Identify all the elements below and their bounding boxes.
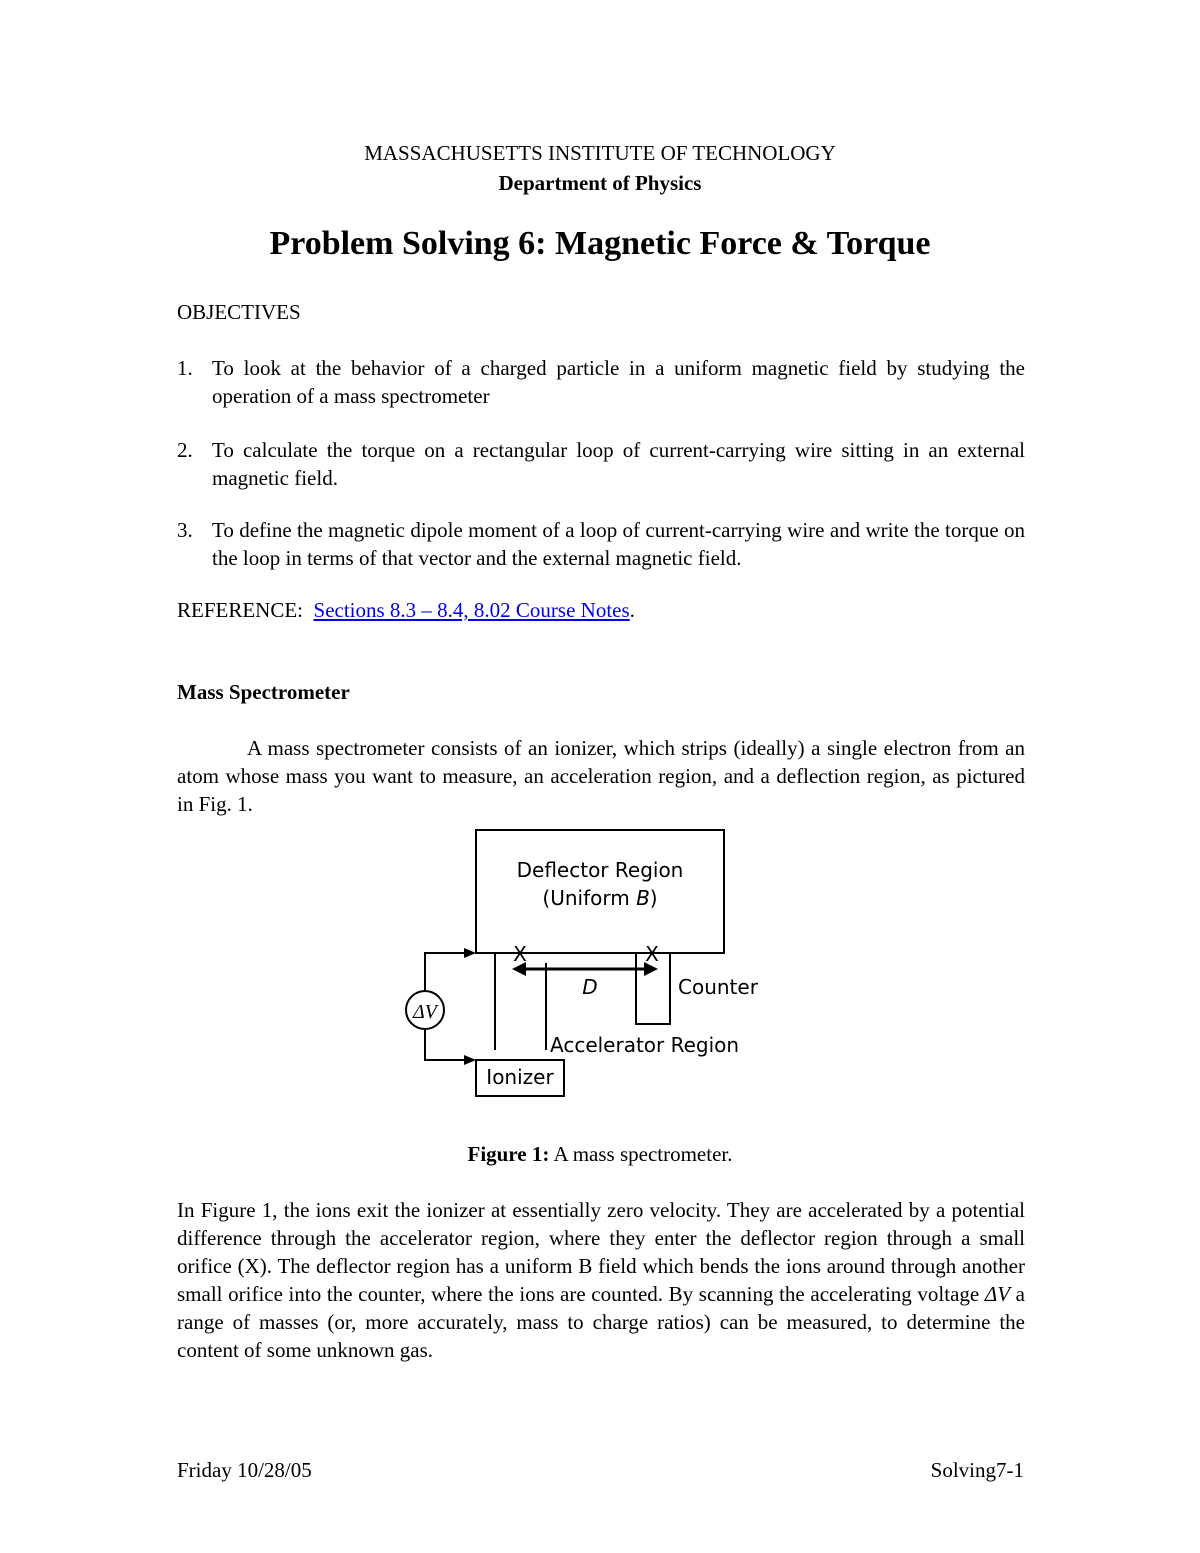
objective-item bbox=[177, 436, 1025, 492]
footer-page-label: Solving7-1 bbox=[930, 1458, 1024, 1482]
objectives-heading: OBJECTIVES bbox=[177, 300, 301, 324]
distance-label: D bbox=[582, 975, 598, 999]
orifice-left-marker: X bbox=[513, 942, 527, 966]
reference-label: REFERENCE: bbox=[177, 598, 304, 622]
reference-link[interactable]: Sections 8.3 – 8.4, 8.02 Course Notes bbox=[313, 598, 630, 622]
department-name: Department of Physics bbox=[498, 171, 702, 195]
objective-item bbox=[177, 354, 1025, 410]
objective-text: To calculate the torque on a rectangular loop of current-carrying wire sitting in an external magnetic field. bbox=[212, 438, 1025, 490]
voltage-source-label: ΔV bbox=[413, 1001, 437, 1023]
mass-spectrometer-figure bbox=[380, 828, 770, 1108]
footer-date: Friday 10/28/05 bbox=[177, 1458, 312, 1482]
circuit-wire-bottom bbox=[425, 1029, 474, 1060]
figure-caption-label: Figure 1: bbox=[467, 1142, 550, 1166]
section-heading-mass-spectrometer: Mass Spectrometer bbox=[177, 680, 350, 704]
deflector-label-line1: Deflector Region bbox=[516, 858, 684, 882]
reference-period: . bbox=[629, 598, 635, 622]
figure-caption-text: A mass spectrometer. bbox=[549, 1142, 733, 1166]
orifice-right-marker: X bbox=[645, 942, 659, 966]
objective-item bbox=[177, 516, 1025, 572]
body-paragraph bbox=[177, 1196, 1025, 1364]
ionizer-label: Ionizer bbox=[486, 1065, 554, 1089]
counter-label: Counter bbox=[678, 975, 758, 999]
institution-name: MASSACHUSETTS INSTITUTE OF TECHNOLOGY bbox=[364, 141, 836, 165]
body-text-part2: a range of masses (or, more accurately, mass to charge ratios) can be measured, to determine the content of some unknown gas. bbox=[177, 1282, 1025, 1362]
objective-text: To define the magnetic dipole moment of a loop of current-carrying wire and write the torque on the loop in terms of that vector and the external magnetic field. bbox=[212, 518, 1025, 570]
page-title: Problem Solving 6: Magnetic Force & Torque bbox=[269, 225, 931, 262]
circuit-arrowhead-top bbox=[464, 948, 476, 958]
figure-caption bbox=[0, 1142, 1200, 1167]
reference-line bbox=[177, 598, 635, 623]
objective-number: 1. bbox=[177, 356, 193, 380]
intro-paragraph: A mass spectrometer consists of an ionizer, which strips (ideally) a single electron from an atom whose mass you want to measure, an acceleration region, and a deflection region, as pictured in Fig. 1. bbox=[177, 736, 1025, 816]
deflector-label-line2: (Uniform B) bbox=[542, 886, 658, 910]
body-text-part1: In Figure 1, the ions exit the ionizer at essentially zero velocity. They are accelerated by a potential difference through the accelerator region, where they enter the deflector region through a small orifice (X). The deflector region has a uniform B field which bends the ions around through another small orifice into the counter, where the ions are counted. By scanning the accelerating voltage bbox=[177, 1198, 1025, 1306]
body-voltage-symbol: ΔV bbox=[984, 1282, 1011, 1306]
circuit-wire-top bbox=[425, 953, 474, 991]
accelerator-region-label: Accelerator Region bbox=[550, 1033, 740, 1057]
objective-number: 3. bbox=[177, 518, 193, 542]
objective-number: 2. bbox=[177, 438, 193, 462]
circuit-arrowhead-bottom bbox=[464, 1055, 476, 1065]
objective-text: To look at the behavior of a charged particle in a uniform magnetic field by studying the operation of a mass spectrometer bbox=[212, 356, 1025, 408]
